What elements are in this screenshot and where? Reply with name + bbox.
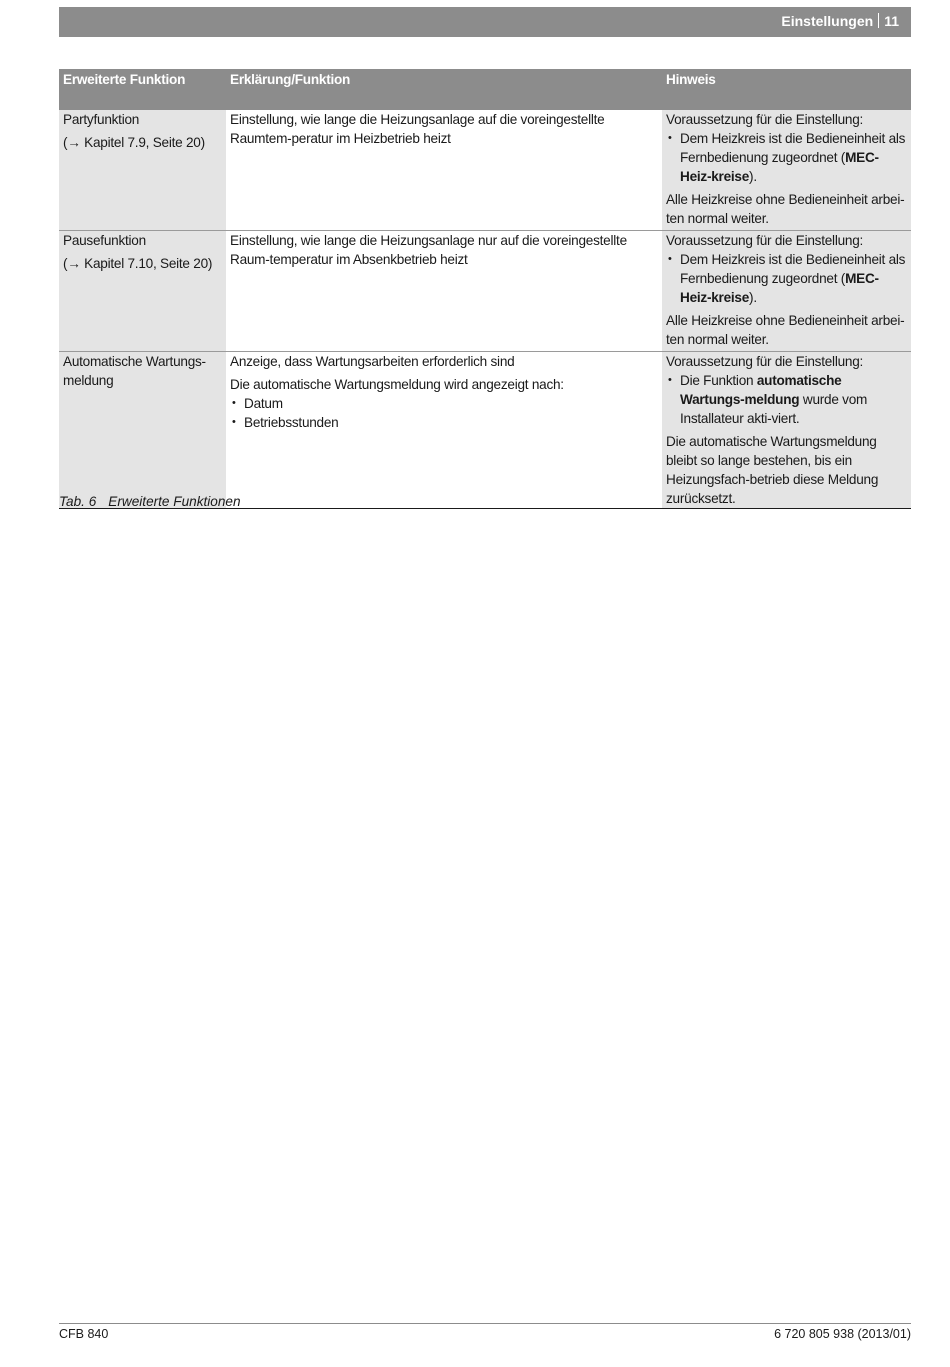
column-header-note: Hinweis [662,69,911,110]
chapter-reference: (→ Kapitel 7.9, Seite 20) [63,135,205,150]
header-separator [878,13,879,28]
note-bullet-text: Dem Heizkreis ist die Bedieneinheit als Fernbedienung zugeordnet ( [680,131,906,165]
chapter-reference: (→ Kapitel 7.10, Seite 20) [63,256,213,271]
note-intro: Voraussetzung für die Einstellung: [666,354,864,369]
column-header-function: Erweiterte Funktion [59,69,226,110]
explanation-text-2: Die automatische Wartungsmeldung wird angezeigt nach: [230,377,564,392]
note-cell [662,352,911,509]
function-cell [59,110,226,231]
function-name: Automatische Wartungs-meldung [63,354,206,388]
function-cell [59,352,226,509]
table-header-row [59,69,911,110]
explanation-cell [226,110,662,231]
explanation-bullet-date: • Datum [230,394,658,413]
caption-title: Erweiterte Funktionen [108,494,241,509]
table-caption [59,494,241,509]
note-bullet-end: ). [749,290,757,305]
table-row [59,110,911,231]
note-bullet [666,250,907,307]
explanation-bullet-hours: • Betriebsstunden [230,413,658,432]
footer-divider [59,1323,911,1324]
note-bullet-bold: automatische Wartungs-meldung [680,373,842,407]
explanation-cell [226,352,662,509]
caption-label: Tab. 6 [59,494,97,509]
note-bullet-bold: MEC-Heiz-kreise [680,271,879,305]
table-row [59,352,911,509]
function-cell [59,231,226,352]
note-bullet-end: wurde vom Installateur akti-viert. [680,392,868,426]
explanation-text: Einstellung, wie lange die Heizungsanlage auf die voreingestellte Raumtem-peratur im Heizbetrieb heizt [230,112,605,146]
note-outro: Die automatische Wartungsmeldung bleibt so lange bestehen, bis ein Heizungsfach-betrieb diese Meldung zurücksetzt. [666,434,879,506]
column-header-explanation: Erklärung/Funktion [226,69,662,110]
note-intro: Voraussetzung für die Einstellung: [666,112,864,127]
footer-product: CFB 840 [59,1327,109,1341]
note-intro: Voraussetzung für die Einstellung: [666,233,864,248]
explanation-cell [226,231,662,352]
note-bullet-text: Die Funktion [680,373,757,388]
table-row [59,231,911,352]
function-name: Pausefunktion [63,233,146,248]
note-bullet [666,129,907,186]
function-name: Partyfunktion [63,112,140,127]
note-bullet-text: Dem Heizkreis ist die Bedieneinheit als Fernbedienung zugeordnet ( [680,252,906,286]
section-title: Einstellungen [781,13,874,29]
page-header-bar [59,7,911,37]
note-bullet [666,371,907,428]
page-header-text [781,13,899,29]
explanation-text: Einstellung, wie lange die Heizungsanlage nur auf die voreingestellte Raum-temperatur im Absenkbetrieb heizt [230,233,627,267]
note-bullet-bold: MEC-Heiz-kreise [680,150,879,184]
note-outro: Alle Heizkreise ohne Bedieneinheit arbei-ten normal weiter. [666,313,905,347]
note-cell [662,110,911,231]
footer-doc-number: 6 720 805 938 (2013/01) [774,1327,911,1341]
extended-functions-table [59,69,911,509]
explanation-text: Anzeige, dass Wartungsarbeiten erforderlich sind [230,354,515,369]
page-number: 11 [884,13,899,29]
note-cell [662,231,911,352]
note-outro: Alle Heizkreise ohne Bedieneinheit arbei-ten normal weiter. [666,192,905,226]
note-bullet-end: ). [749,169,757,184]
